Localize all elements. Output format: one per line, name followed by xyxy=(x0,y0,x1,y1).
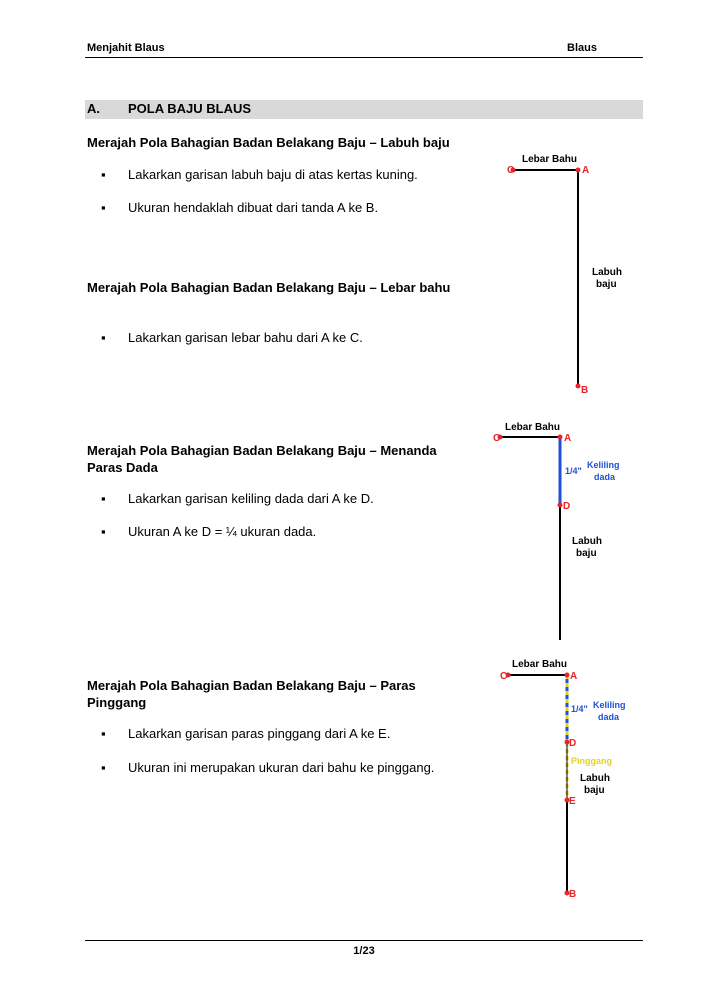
section-number: A. xyxy=(87,101,100,116)
label-d: D xyxy=(563,501,571,512)
step3-bullet-2: Ukuran A ke D = ¼ ukuran dada. xyxy=(128,524,317,539)
label-baju: baju xyxy=(596,279,617,290)
label-keliling: Keliling xyxy=(593,700,626,710)
step1-heading: Merajah Pola Bahagian Badan Belakang Baju – Labuh baju xyxy=(87,135,450,150)
page-number: 1/23 xyxy=(353,945,375,957)
label-a: A xyxy=(582,165,590,176)
label-labuh: Labuh xyxy=(592,267,622,278)
bullet-icon: ▪ xyxy=(101,491,106,506)
footer-rule xyxy=(85,940,643,941)
step3-bullet-1: Lakarkan garisan keliling dada dari A ke D. xyxy=(128,491,374,506)
label-a: A xyxy=(570,671,578,682)
label-a: A xyxy=(564,433,572,444)
label-baju: baju xyxy=(584,785,605,796)
label-dada: dada xyxy=(594,472,616,482)
bullet-icon: ▪ xyxy=(101,524,106,539)
bullet-icon: ▪ xyxy=(101,726,106,741)
step1-bullet-2: Ukuran hendaklah dibuat dari tanda A ke B. xyxy=(128,200,379,215)
step3-heading-line1: Merajah Pola Bahagian Badan Belakang Baju – Menanda xyxy=(87,443,437,458)
label-b: B xyxy=(581,385,589,396)
label-lebar-bahu: Lebar Bahu xyxy=(505,422,561,433)
step4-heading-line1: Merajah Pola Bahagian Badan Belakang Baju – Paras xyxy=(87,678,416,693)
bullet-icon: ▪ xyxy=(101,167,106,182)
point-a-marker xyxy=(565,673,570,678)
doc-header-title: Menjahit Blaus xyxy=(87,42,165,54)
label-dada: dada xyxy=(598,712,620,722)
label-lebar-bahu: Lebar Bahu xyxy=(512,659,568,670)
step4-bullet-2: Ukuran ini merupakan ukuran dari bahu ke pinggang. xyxy=(128,760,435,775)
label-e: E xyxy=(569,796,576,807)
label-c: C xyxy=(493,433,501,444)
step4-bullet-1: Lakarkan garisan paras pinggang dari A ke E. xyxy=(128,726,391,741)
label-quarter: 1/4" xyxy=(571,704,588,714)
label-labuh: Labuh xyxy=(580,773,610,784)
label-pinggang: Pinggang xyxy=(571,756,612,766)
label-b: B xyxy=(569,889,577,900)
step4-heading-line2: Pinggang xyxy=(87,695,147,710)
step2-heading: Merajah Pola Bahagian Badan Belakang Baju – Lebar bahu xyxy=(87,280,451,295)
label-lebar-bahu: Lebar Bahu xyxy=(522,154,578,165)
bullet-icon: ▪ xyxy=(101,760,106,775)
step3-heading-line2: Paras Dada xyxy=(87,460,158,475)
label-c: C xyxy=(500,671,508,682)
step1-bullet-1: Lakarkan garisan labuh baju di atas kertas kuning. xyxy=(128,167,418,182)
section-title: POLA BAJU BLAUS xyxy=(128,101,252,116)
label-quarter: 1/4" xyxy=(565,466,582,476)
bullet-icon: ▪ xyxy=(101,200,106,215)
label-labuh: Labuh xyxy=(572,536,602,547)
label-d: D xyxy=(569,738,577,749)
label-keliling: Keliling xyxy=(587,460,620,470)
bullet-icon: ▪ xyxy=(101,330,106,345)
doc-header-topic: Blaus xyxy=(567,42,597,54)
step2-bullet-1: Lakarkan garisan lebar bahu dari A ke C. xyxy=(128,330,363,345)
label-c: C xyxy=(507,165,515,176)
label-baju: baju xyxy=(576,548,597,559)
